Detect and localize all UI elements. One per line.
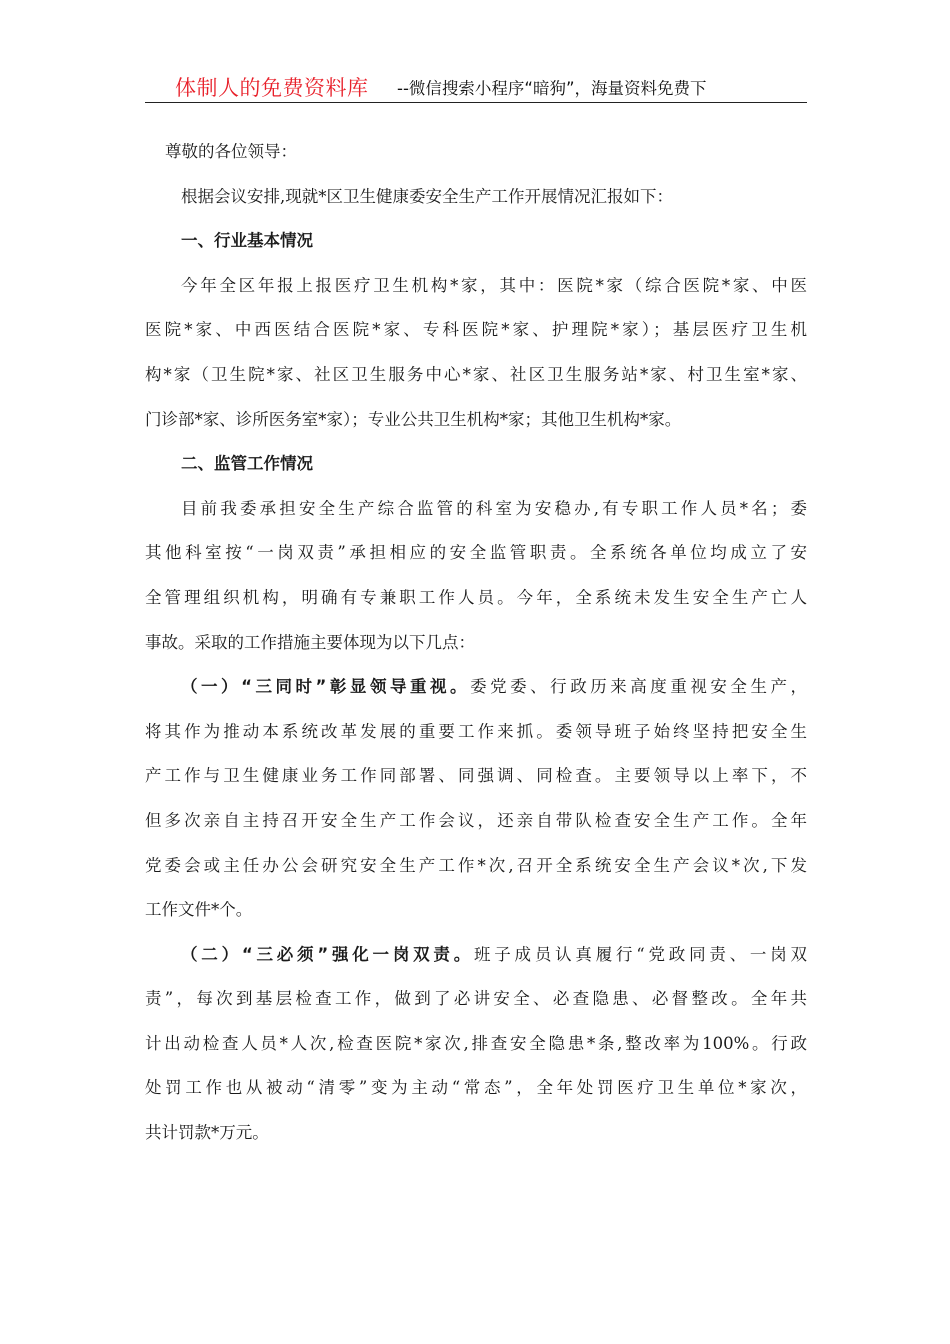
item-2-line: 处罚工作也从被动“清零”变为主动“常态”，全年处罚医疗卫生单位*家次， [145,1078,807,1098]
section-1-line: 构*家（卫生院*家、社区卫生服务中心*家、社区卫生服务站*家、村卫生室*家、 [145,364,807,384]
item-2-line: 责”，每次到基层检查工作，做到了必讲安全、必查隐患、必督整改。全年共 [145,989,807,1009]
salutation: 尊敬的各位领导： [165,142,297,161]
header-slogan: --微信搜索小程序“暗狗”，海量资料免费下 [397,79,707,98]
item-1-title: （一）“三同时”彰显领导重视。 [181,677,471,697]
page-header [145,66,807,103]
section-1-line: 今年全区年报上报医疗卫生机构*家，其中：医院*家（综合医院*家、中医 [181,275,807,295]
section-2-line: 全管理组织机构，明确有专兼职工作人员。今年，全系统未发生安全生产亡人 [145,587,807,607]
item-1-first-line [145,665,807,710]
section-1-line: 医院*家、中西医结合医院*家、专科医院*家、护理院*家）；基层医疗卫生机 [145,320,807,340]
item-1-line: 工作文件*个。 [145,900,253,920]
section-2-line: 目前我委承担安全生产综合监管的科室为安稳办,有专职工作人员*名；委 [181,498,807,518]
item-1-line: 党委会或主任办公会研究安全生产工作*次,召开全系统安全生产会议*次,下发 [145,855,807,875]
section-2-line: 其他科室按“一岗双责”承担相应的安全监管职责。全系统各单位均成立了安 [145,543,807,563]
section-1-line: 门诊部*家、诊所医务室*家）；专业公共卫生机构*家；其他卫生机构*家。 [145,409,682,429]
section-1-title: 一、行业基本情况 [181,231,313,251]
item-2-line: 共计罚款*万元。 [145,1123,269,1143]
item-2-first-line [145,933,807,978]
section-2-line: 事故。采取的工作措施主要体现为以下几点： [145,632,475,652]
item-1-line: 将其作为推动本系统改革发展的重要工作来抓。委领导班子始终坚持把安全生 [145,721,807,741]
item-2-title: （二）“三必须”强化一岗双责。 [181,944,474,964]
item-1-line: 但多次亲自主持召开安全生产工作会议，还亲自带队检查安全生产工作。全年 [145,810,807,830]
item-1-first-text: 委党委、行政历来高度重视安全生产， [470,677,807,697]
item-2-line: 计出动检查人员*人次,检查医院*家次,排查安全隐患*条,整改率为100%。行政 [145,1033,807,1053]
intro-paragraph: 根据会议安排,现就*区卫生健康委安全生产工作开展情况汇报如下： [181,186,673,206]
item-2-first-text: 班子成员认真履行“党政同责、一岗双 [473,944,807,964]
document-body [145,130,807,1156]
section-2-title: 二、监管工作情况 [181,454,313,474]
header-brand: 体制人的免费资料库 [175,76,369,100]
item-1-line: 产工作与卫生健康业务工作同部署、同强调、同检查。主要领导以上率下，不 [145,766,807,786]
